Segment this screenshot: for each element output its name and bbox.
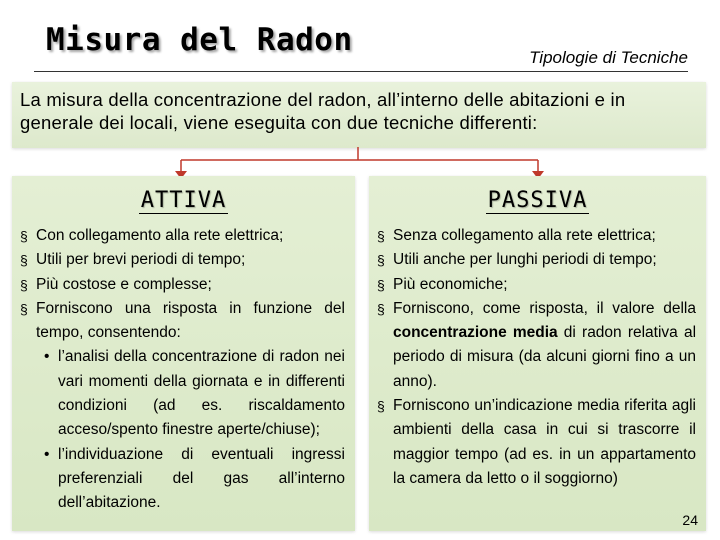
slide-title: Misura del Radon	[46, 22, 353, 58]
passive-title-text: PASSIVA	[487, 188, 588, 213]
emphasis-text: concentrazione media	[393, 324, 558, 342]
page-number: 24	[682, 512, 698, 528]
passive-list	[369, 224, 706, 491]
active-title	[12, 188, 355, 218]
sublist-item: • l’individuazione di eventuali ingressi preferenziali del gas all’interno dell’abitazione.	[44, 443, 345, 516]
list-item: § Più economiche;	[377, 273, 696, 297]
list-item-text: Forniscono, come risposta, il valore della	[393, 299, 696, 317]
list-item	[377, 297, 696, 394]
active-sublist	[36, 345, 345, 515]
active-technique-panel	[12, 176, 355, 531]
sublist-item: • l’analisi della concentrazione di radon nei vari momenti della giornata e in differenti condizioni (ad es. riscaldamento acceso/spento finestre aperte/chiuse);	[44, 345, 345, 442]
list-item: § Utili per brevi periodi di tempo;	[20, 248, 345, 272]
list-item-text: di radon relativa al periodo di misura (da alcuni giorni fino a un anno).	[393, 324, 697, 390]
intro-box	[12, 82, 706, 148]
list-item-text: Forniscono una risposta in funzione del tempo, consentendo:	[36, 299, 345, 342]
passive-technique-panel	[369, 176, 706, 531]
list-item: § Utili anche per lunghi periodi di tempo;	[377, 248, 696, 272]
header-divider	[34, 71, 688, 72]
list-item: § Con collegamento alla rete elettrica;	[20, 224, 345, 248]
slide-subtitle: Tipologie di Tecniche	[529, 48, 688, 67]
intro-text: La misura della concentrazione del radon, all’interno delle abitazioni e in generale dei locali, viene eseguita con due tecniche differenti:	[20, 89, 626, 133]
list-item: § Senza collegamento alla rete elettrica;	[377, 224, 696, 248]
list-item	[20, 297, 345, 516]
active-list	[12, 224, 355, 516]
list-item: § Forniscono un’indicazione media riferita agli ambienti della casa in cui si trascorre il maggior tempo (ad es. in un appartamento la camera da letto o il soggiorno)	[377, 394, 696, 491]
list-item: § Più costose e complesse;	[20, 273, 345, 297]
passive-title	[369, 188, 706, 218]
active-title-text: ATTIVA	[140, 188, 227, 213]
